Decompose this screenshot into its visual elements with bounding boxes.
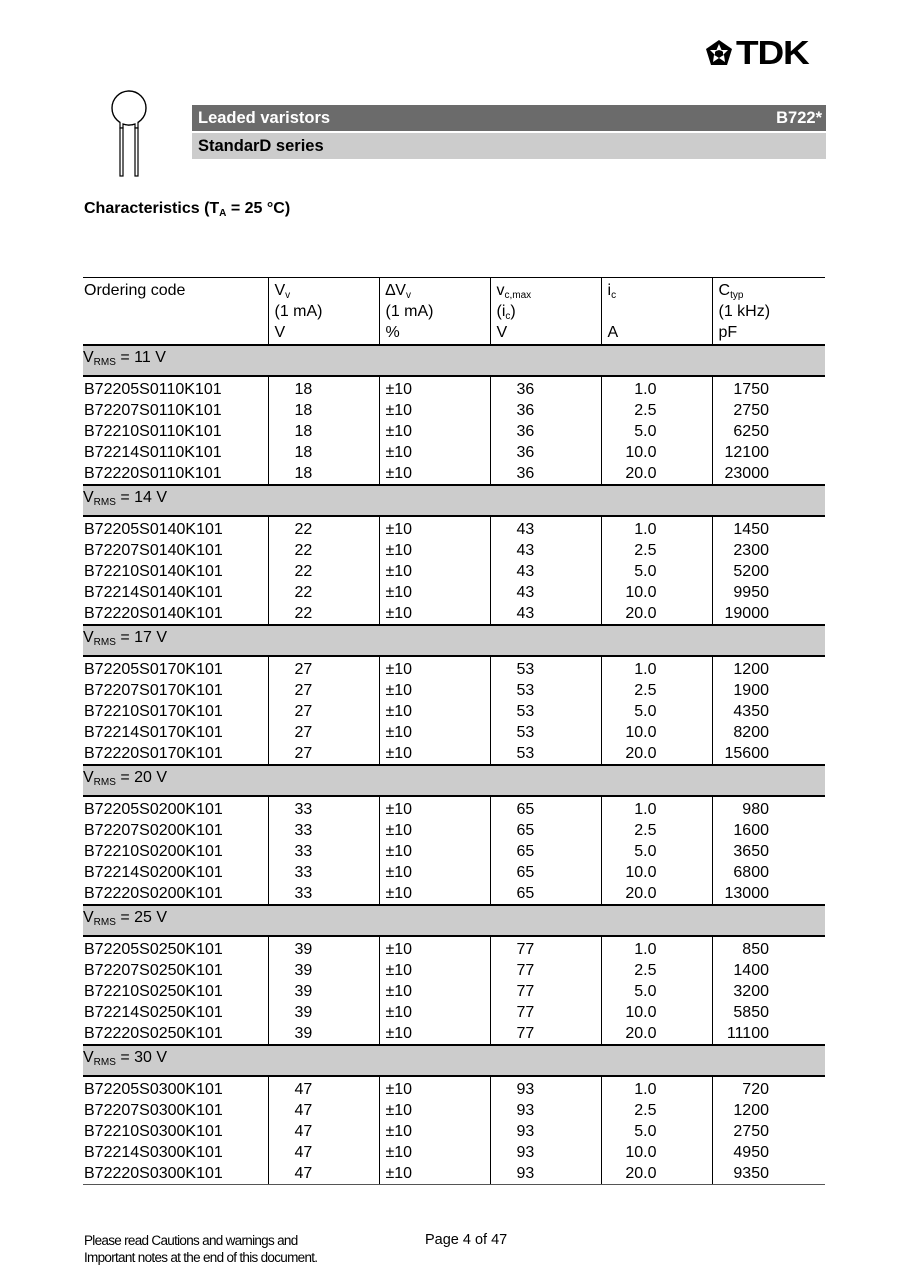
clamping-voltage-cell: 43 [490,561,601,582]
current-cell: 1.0 [601,1076,712,1100]
ordering-code-cell: B72207S0170K101 [84,682,223,699]
table-row [83,1023,825,1045]
capacitance-cell: 1200 [712,1100,825,1121]
capacitance-cell: 15600 [712,743,825,765]
varistor-voltage-cell: 47 [268,1121,379,1142]
current-cell: 20.0 [601,743,712,765]
varistor-voltage-cell: 27 [268,656,379,680]
table-row [83,936,825,960]
ordering-code-cell: B72214S0300K101 [84,1144,223,1161]
ordering-code-cell: B72205S0170K101 [84,661,223,678]
varistor-voltage-cell: 33 [268,883,379,905]
header-ordering-code: Ordering code [84,282,186,299]
ordering-code-cell: B72210S0300K101 [84,1123,223,1140]
ordering-code-cell: B72207S0110K101 [84,402,222,419]
varistor-voltage-cell: 33 [268,841,379,862]
clamping-voltage-cell: 53 [490,701,601,722]
varistor-voltage-cell: 27 [268,743,379,765]
varistor-voltage-cell: 27 [268,701,379,722]
clamping-voltage-cell: 65 [490,820,601,841]
table-row [83,463,825,485]
clamping-voltage-cell: 77 [490,981,601,1002]
clamping-voltage-cell: 36 [490,421,601,442]
group-header-row [83,1045,825,1076]
capacitance-cell: 9350 [712,1163,825,1185]
capacitance-cell: 850 [712,936,825,960]
capacitance-cell: 5850 [712,1002,825,1023]
voltage-group [83,345,825,485]
group-label: $V_{RMS} = 17$ V [83,625,825,656]
current-cell: 2.5 [601,540,712,561]
tolerance-cell: ±10 [379,603,490,625]
current-cell: 10.0 [601,442,712,463]
tolerance-cell: ±10 [379,1100,490,1121]
voltage-group [83,1045,825,1185]
ordering-code-cell: B72205S0140K101 [84,521,223,538]
ordering-code-cell: B72220S0170K101 [83,743,268,765]
ordering-code-cell: B72214S0250K101 [84,1004,223,1021]
tolerance-cell: ±10 [379,376,490,400]
table-row [83,1163,825,1185]
current-cell: 1.0 [601,516,712,540]
table-row [83,701,825,722]
tolerance-cell: ±10 [379,400,490,421]
voltage-group [83,625,825,765]
tolerance-cell: ±10 [379,981,490,1002]
table-row [83,603,825,625]
capacitance-cell: 2750 [712,1121,825,1142]
varistor-icon [104,88,154,178]
tolerance-cell: ±10 [379,540,490,561]
tolerance-cell: ±10 [379,1002,490,1023]
clamping-voltage-cell: 65 [490,841,601,862]
table-row [83,883,825,905]
tolerance-cell: ±10 [379,862,490,883]
ordering-code-cell: B72205S0110K101 [84,381,222,398]
clamping-voltage-cell: 43 [490,516,601,540]
current-cell: 2.5 [601,820,712,841]
header-clamping-voltage: $v_{c,max}$ $(i_c)$ V [490,278,601,346]
page-number: Page 4 of 47 [425,1232,508,1248]
varistor-voltage-cell: 22 [268,603,379,625]
clamping-voltage-cell: 53 [490,656,601,680]
table-row [83,722,825,743]
tolerance-cell: ±10 [379,680,490,701]
brand-name: TDK [736,34,809,71]
header-varistor-voltage: $V_v$ (1 mA) V [268,278,379,346]
clamping-voltage-cell: 65 [490,796,601,820]
table-row [83,1100,825,1121]
varistor-voltage-cell: 33 [268,796,379,820]
tolerance-cell: ±10 [379,1076,490,1100]
table-row [83,862,825,883]
table-row [83,421,825,442]
group-header-row [83,905,825,936]
current-cell: 1.0 [601,936,712,960]
varistor-voltage-cell: 18 [268,421,379,442]
capacitance-cell: 5200 [712,561,825,582]
varistor-voltage-cell: 39 [268,1023,379,1045]
ordering-code-cell: B72207S0140K101 [84,542,223,559]
varistor-voltage-cell: 33 [268,862,379,883]
varistor-voltage-cell: 22 [268,516,379,540]
current-cell: 20.0 [601,463,712,485]
clamping-voltage-cell: 77 [490,936,601,960]
voltage-group [83,485,825,625]
tolerance-cell: ±10 [379,1121,490,1142]
varistor-voltage-cell: 27 [268,722,379,743]
clamping-voltage-cell: 36 [490,463,601,485]
table-row [83,376,825,400]
capacitance-cell: 3200 [712,981,825,1002]
clamping-voltage-cell: 43 [490,582,601,603]
clamping-voltage-cell: 93 [490,1142,601,1163]
current-cell: 5.0 [601,701,712,722]
capacitance-cell: 4950 [712,1142,825,1163]
tolerance-cell: ±10 [379,516,490,540]
current-cell: 10.0 [601,1142,712,1163]
clamping-voltage-cell: 77 [490,1023,601,1045]
table-row [83,796,825,820]
capacitance-cell: 8200 [712,722,825,743]
varistor-voltage-cell: 47 [268,1100,379,1121]
ordering-code-cell: B72214S0170K101 [84,724,223,741]
clamping-voltage-cell: 43 [490,540,601,561]
table-header-row [83,278,825,346]
ordering-code-cell: B72210S0250K101 [84,983,223,1000]
characteristics-table [83,277,825,1185]
clamping-voltage-cell: 77 [490,1002,601,1023]
category-band [192,105,826,131]
current-cell: 2.5 [601,960,712,981]
clamping-voltage-cell: 93 [490,1076,601,1100]
current-cell: 20.0 [601,603,712,625]
clamping-voltage-cell: 77 [490,960,601,981]
group-header-row [83,345,825,376]
varistor-voltage-cell: 18 [268,442,379,463]
ordering-code-cell: B72210S0140K101 [84,563,223,580]
table-row [83,1142,825,1163]
varistor-voltage-cell: 22 [268,561,379,582]
tdk-logo [704,34,826,71]
ordering-code-cell: B72207S0300K101 [84,1102,223,1119]
current-cell: 20.0 [601,1163,712,1185]
group-header-row [83,765,825,796]
table-row [83,540,825,561]
varistor-voltage-cell: 18 [268,400,379,421]
table-row [83,656,825,680]
group-label: $V_{RMS} = 11$ V [83,345,825,376]
capacitance-cell: 11100 [712,1023,825,1045]
section-title: Characteristics ($T_A = 25$ °C) [84,200,291,219]
tolerance-cell: ±10 [379,960,490,981]
capacitance-cell: 720 [712,1076,825,1100]
capacitance-cell: 1450 [712,516,825,540]
clamping-voltage-cell: 43 [490,603,601,625]
varistor-voltage-cell: 22 [268,582,379,603]
current-cell: 1.0 [601,656,712,680]
varistor-voltage-cell: 27 [268,680,379,701]
capacitance-cell: 13000 [712,883,825,905]
current-cell: 5.0 [601,841,712,862]
series-title: StandarD series [198,136,324,155]
capacitance-cell: 12100 [712,442,825,463]
ordering-code-cell: B72214S0200K101 [84,864,223,881]
tolerance-cell: ±10 [379,656,490,680]
ordering-code-cell: B72220S0250K101 [83,1023,268,1045]
capacitance-cell: 1900 [712,680,825,701]
capacitance-cell: 2300 [712,540,825,561]
tolerance-cell: ±10 [379,841,490,862]
series-band [192,133,826,159]
table-row [83,582,825,603]
header-voltage-tolerance: $\Delta V_v$ (1 mA) % [379,278,490,346]
tolerance-cell: ±10 [379,1142,490,1163]
clamping-voltage-cell: 93 [490,1163,601,1185]
table-row [83,1076,825,1100]
clamping-voltage-cell: 93 [490,1121,601,1142]
clamping-voltage-cell: 65 [490,883,601,905]
current-cell: 5.0 [601,981,712,1002]
table-row [83,960,825,981]
capacitance-cell: 1600 [712,820,825,841]
group-label: $V_{RMS} = 14$ V [83,485,825,516]
varistor-voltage-cell: 18 [268,376,379,400]
table-row [83,1002,825,1023]
current-cell: 10.0 [601,862,712,883]
capacitance-cell: 3650 [712,841,825,862]
table-row [83,680,825,701]
tolerance-cell: ±10 [379,722,490,743]
current-cell: 2.5 [601,680,712,701]
capacitance-cell: 1400 [712,960,825,981]
ordering-code-cell: B72205S0300K101 [84,1081,223,1098]
current-cell: 20.0 [601,1023,712,1045]
table-row [83,516,825,540]
current-cell: 2.5 [601,400,712,421]
current-cell: 20.0 [601,883,712,905]
clamping-voltage-cell: 53 [490,743,601,765]
clamping-voltage-cell: 53 [490,722,601,743]
ordering-code-cell: B72220S0140K101 [83,603,268,625]
ordering-code-cell: B72220S0200K101 [83,883,268,905]
ordering-code-cell: B72205S0200K101 [84,801,223,818]
ordering-code-cell: B72210S0170K101 [84,703,223,720]
voltage-group [83,905,825,1045]
part-family: B722* [776,108,822,127]
capacitance-cell: 4350 [712,701,825,722]
header-capacitance: $C_{typ}$ (1 kHz) pF [712,278,825,346]
group-label: $V_{RMS} = 25$ V [83,905,825,936]
tolerance-cell: ±10 [379,936,490,960]
ordering-code-cell: B72205S0250K101 [84,941,223,958]
group-header-row [83,625,825,656]
clamping-voltage-cell: 53 [490,680,601,701]
ordering-code-cell: B72220S0110K101 [83,463,268,485]
capacitance-cell: 1200 [712,656,825,680]
capacitance-cell: 23000 [712,463,825,485]
tolerance-cell: ±10 [379,442,490,463]
tdk-star-icon [704,39,734,67]
ordering-code-cell: B72214S0140K101 [84,584,223,601]
ordering-code-cell: B72210S0200K101 [84,843,223,860]
varistor-voltage-cell: 18 [268,463,379,485]
current-cell: 1.0 [601,376,712,400]
ordering-code-cell: B72214S0110K101 [84,444,222,461]
varistor-voltage-cell: 47 [268,1163,379,1185]
tolerance-cell: ±10 [379,561,490,582]
current-cell: 1.0 [601,796,712,820]
current-cell: 10.0 [601,582,712,603]
capacitance-cell: 6250 [712,421,825,442]
varistor-voltage-cell: 39 [268,936,379,960]
clamping-voltage-cell: 36 [490,400,601,421]
group-header-row [83,485,825,516]
table-row [83,981,825,1002]
clamping-voltage-cell: 65 [490,862,601,883]
varistor-voltage-cell: 39 [268,981,379,1002]
varistor-voltage-cell: 47 [268,1142,379,1163]
varistor-voltage-cell: 39 [268,1002,379,1023]
ordering-code-cell: B72207S0250K101 [84,962,223,979]
capacitance-cell: 1750 [712,376,825,400]
current-cell: 10.0 [601,722,712,743]
category-title: Leaded varistors [198,108,331,127]
capacitance-cell: 980 [712,796,825,820]
ordering-code-cell: B72210S0110K101 [84,423,222,440]
header-current: $i_c$ A [601,278,712,346]
table-row [83,442,825,463]
tolerance-cell: ±10 [379,883,490,905]
clamping-voltage-cell: 36 [490,376,601,400]
capacitance-cell: 6800 [712,862,825,883]
table-row [83,561,825,582]
capacitance-cell: 9950 [712,582,825,603]
capacitance-cell: 19000 [712,603,825,625]
clamping-voltage-cell: 36 [490,442,601,463]
table-row [83,400,825,421]
capacitance-cell: 2750 [712,400,825,421]
tolerance-cell: ±10 [379,701,490,722]
tolerance-cell: ±10 [379,582,490,603]
voltage-group [83,765,825,905]
current-cell: 5.0 [601,1121,712,1142]
varistor-voltage-cell: 33 [268,820,379,841]
varistor-voltage-cell: 22 [268,540,379,561]
tolerance-cell: ±10 [379,820,490,841]
tolerance-cell: ±10 [379,1163,490,1185]
table-row [83,743,825,765]
current-cell: 5.0 [601,421,712,442]
tolerance-cell: ±10 [379,421,490,442]
tolerance-cell: ±10 [379,796,490,820]
table-row [83,841,825,862]
ordering-code-cell: B72207S0200K101 [84,822,223,839]
table-row [83,1121,825,1142]
table-row [83,820,825,841]
current-cell: 2.5 [601,1100,712,1121]
footer-note: Please read Cautions and warnings and Important notes at the end of this document. [84,1233,318,1265]
varistor-voltage-cell: 47 [268,1076,379,1100]
tolerance-cell: ±10 [379,743,490,765]
current-cell: 5.0 [601,561,712,582]
varistor-voltage-cell: 39 [268,960,379,981]
current-cell: 10.0 [601,1002,712,1023]
group-label: $V_{RMS} = 20$ V [83,765,825,796]
ordering-code-cell: B72220S0300K101 [83,1163,268,1185]
group-label: $V_{RMS} = 30$ V [83,1045,825,1076]
clamping-voltage-cell: 93 [490,1100,601,1121]
tolerance-cell: ±10 [379,1023,490,1045]
tolerance-cell: ±10 [379,463,490,485]
